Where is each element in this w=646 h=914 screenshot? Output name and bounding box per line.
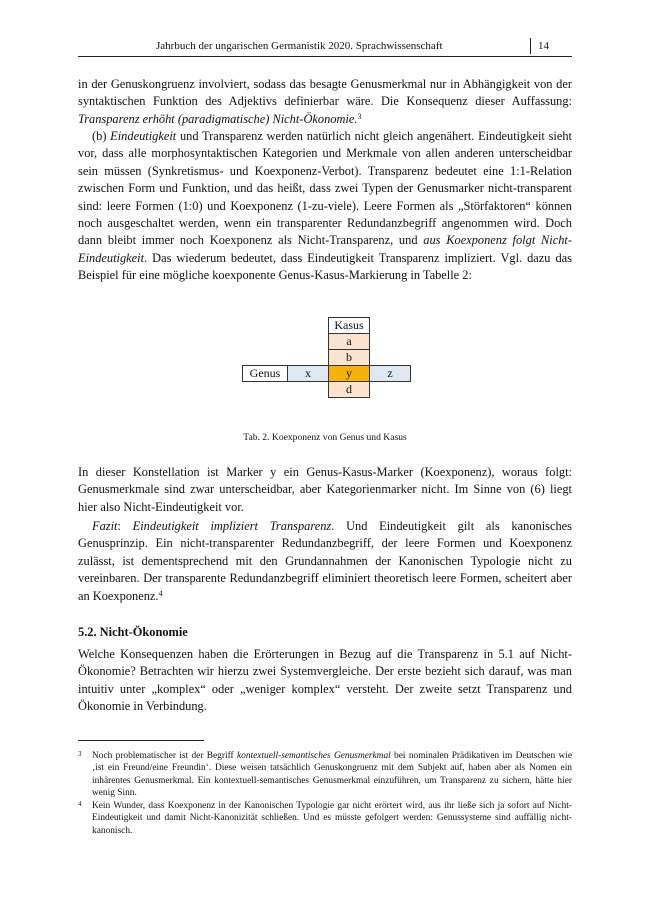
kasus-cell-b: b [329, 350, 370, 366]
section-heading: 5.2. Nicht-Ökonomie [78, 625, 188, 639]
footnote-rule [78, 740, 204, 741]
koexponenz-table [242, 317, 411, 398]
kasus-header-cell: Kasus [329, 318, 370, 334]
paragraph-2-text-e: . Das wiederum bedeutet, dass Eindeutigkeit Transparenz impliziert. Vgl. dazu das Beispiel für eine mögliche koexponente Genus-Kasus-Markierung in Tabelle 2: [78, 250, 572, 283]
kasus-cell-d: d [329, 382, 370, 398]
paragraph-2-text-a: (b) [92, 129, 111, 143]
empty-cell [243, 334, 288, 350]
running-header [78, 38, 572, 56]
empty-cell [243, 350, 288, 366]
empty-cell [243, 382, 288, 398]
empty-cell [243, 318, 288, 334]
paragraph-1-italic: Transparenz erhöht (paradigmatische) Nicht-Ökonomie. [78, 111, 358, 126]
paragraph-1 [78, 76, 572, 128]
footnote-text [92, 750, 572, 800]
paragraph-4-italic-c: Eindeutigkeit impliziert Transparenz [132, 519, 332, 533]
footnote-3-text-c: bei nominalen Prädikativen im Deutschen wie ‚ist ein Freund/eine Freundin‘. Diese weisen tatsächlich Genuskongruenz mit dem Subjekt auf, haben aber als Nomen ein inhärentes Genusmerkmal. Ein kontextuell-semantisches Genusmerkmal einzuführen, um Transparenz zu sichern, hätte hier wenig Sinn. [92, 751, 572, 799]
footnote-4-text-a: Kein Wunder, dass Koexponenz in der Kanonischen Typologie gar nicht erörtert wird, aus ihr ließe sich ja sofort auf Nicht-Eindeutigkeit und damit Nicht-Kanonizität schließen. Und es müsste gefolgert werden: Genussysteme sind auffällig nicht-kanonisch. [92, 801, 572, 836]
empty-cell [370, 334, 411, 350]
header-rule [78, 56, 572, 57]
header-separator [530, 38, 531, 54]
journal-title: Jahrbuch der ungarischen Germanistik 2020. Sprachwissenschaft [156, 40, 443, 52]
genus-header-cell: Genus [243, 366, 288, 382]
kasus-cell-a: a [329, 334, 370, 350]
empty-cell [288, 382, 329, 398]
footnote-ref-3[interactable]: 3 [357, 111, 362, 121]
genus-cell-x: x [288, 366, 329, 382]
footnote-marker: 3 [78, 750, 82, 758]
footnote-3-italic-b: kontextuell-semantisches Genusmerkmal [236, 751, 391, 761]
paragraph-1-text: in der Genuskongruenz involviert, sodass das besagte Genusmerkmal nur in Abhängigkeit von der syntaktischen Funktion des Adjektivs definierbar wäre. Die Konsequenz dieser Auffassung: [78, 77, 572, 109]
empty-cell [288, 318, 329, 334]
empty-cell [288, 350, 329, 366]
paragraph-4-text-b: : [117, 519, 133, 533]
footnote-marker: 4 [78, 800, 82, 808]
page-number: 14 [538, 40, 549, 52]
footnote-3-text-a: Noch problematischer ist der Begriff [92, 751, 237, 761]
table-caption: Tab. 2. Koexponenz von Genus und Kasus [243, 432, 407, 443]
footnote-ref-4[interactable]: 4 [158, 588, 163, 598]
paragraph-4-text-d: . Und Eindeutigkeit gilt als kanonisches Genusprinzip. Ein nicht-transparenter Redundanzbegriff, der leere Formen und Koexponenz zulässt, ist dementsprechend mit den Grundannahmen der Kanonischen Typologie nicht zu vereinbaren. Der transparente Redundanzbegriff eliminiert theoretisch leere Formen, scheitert aber an Koexponenz. [78, 519, 572, 603]
empty-cell [370, 382, 411, 398]
paragraph-2-text-c: und Transparenz werden natürlich nicht gleich angenähert. Eindeutigkeit sieht vor, dass alle morphosyntaktischen Kategorien und Merkmale von allen anderen unterscheidbar sein müssen (Synkretismus- und Koexponenz-Verbot). Transparenz bedeutet eine 1:1-Relation zwischen Form und Funktion, und das heißt, dass zwei Typen der Genusmarker nicht-transparent sind: leere Formen (1:0) und Koexponenz (1-zu-viele). Leere Formen als „Störfaktoren“ können noch ausgeschaltet werden, wenn ein transparenter Redundanzbegriff angenommen wird. Doch dann bleibt immer noch Koexponenz als Nicht-Transparenz, und [78, 129, 572, 248]
paragraph-5: Welche Konsequenzen haben die Erörterungen in Bezug auf die Transparenz in 5.1 auf Nicht-Ökonomie? Betrachten wir hierzu zwei Systemvergleiche. Der erste bezieht sich darauf, was man intuitiv unter „komplex“ oder „weniger komplex“ versteht. Der zweite setzt Transparenz und Ökonomie in Verbindung. [78, 647, 572, 714]
genus-cell-z: z [370, 366, 411, 382]
paragraph-2-italic-d: aus Koexponenz folgt Nicht-Eindeutigkeit [78, 233, 572, 265]
empty-cell [288, 334, 329, 350]
paragraph-3: In dieser Konstellation ist Marker y ein Genus-Kasus-Marker (Koexponenz), woraus folgt: Genusmerkmale sind zwar unterscheidbar, aber Kategorienmarker nicht. Im Sinne von (6) liegt hier also Nicht-Eindeutigkeit vor. [78, 465, 572, 514]
footnote-text [92, 800, 572, 837]
overlap-cell-y: y [329, 366, 370, 382]
paragraph-4 [78, 518, 572, 605]
paragraph-2-italic-b: Eindeutigkeit [110, 129, 177, 143]
paragraph-4-italic-a: Fazit [92, 519, 118, 533]
empty-cell [370, 318, 411, 334]
empty-cell [370, 350, 411, 366]
paragraph-2 [78, 128, 572, 285]
